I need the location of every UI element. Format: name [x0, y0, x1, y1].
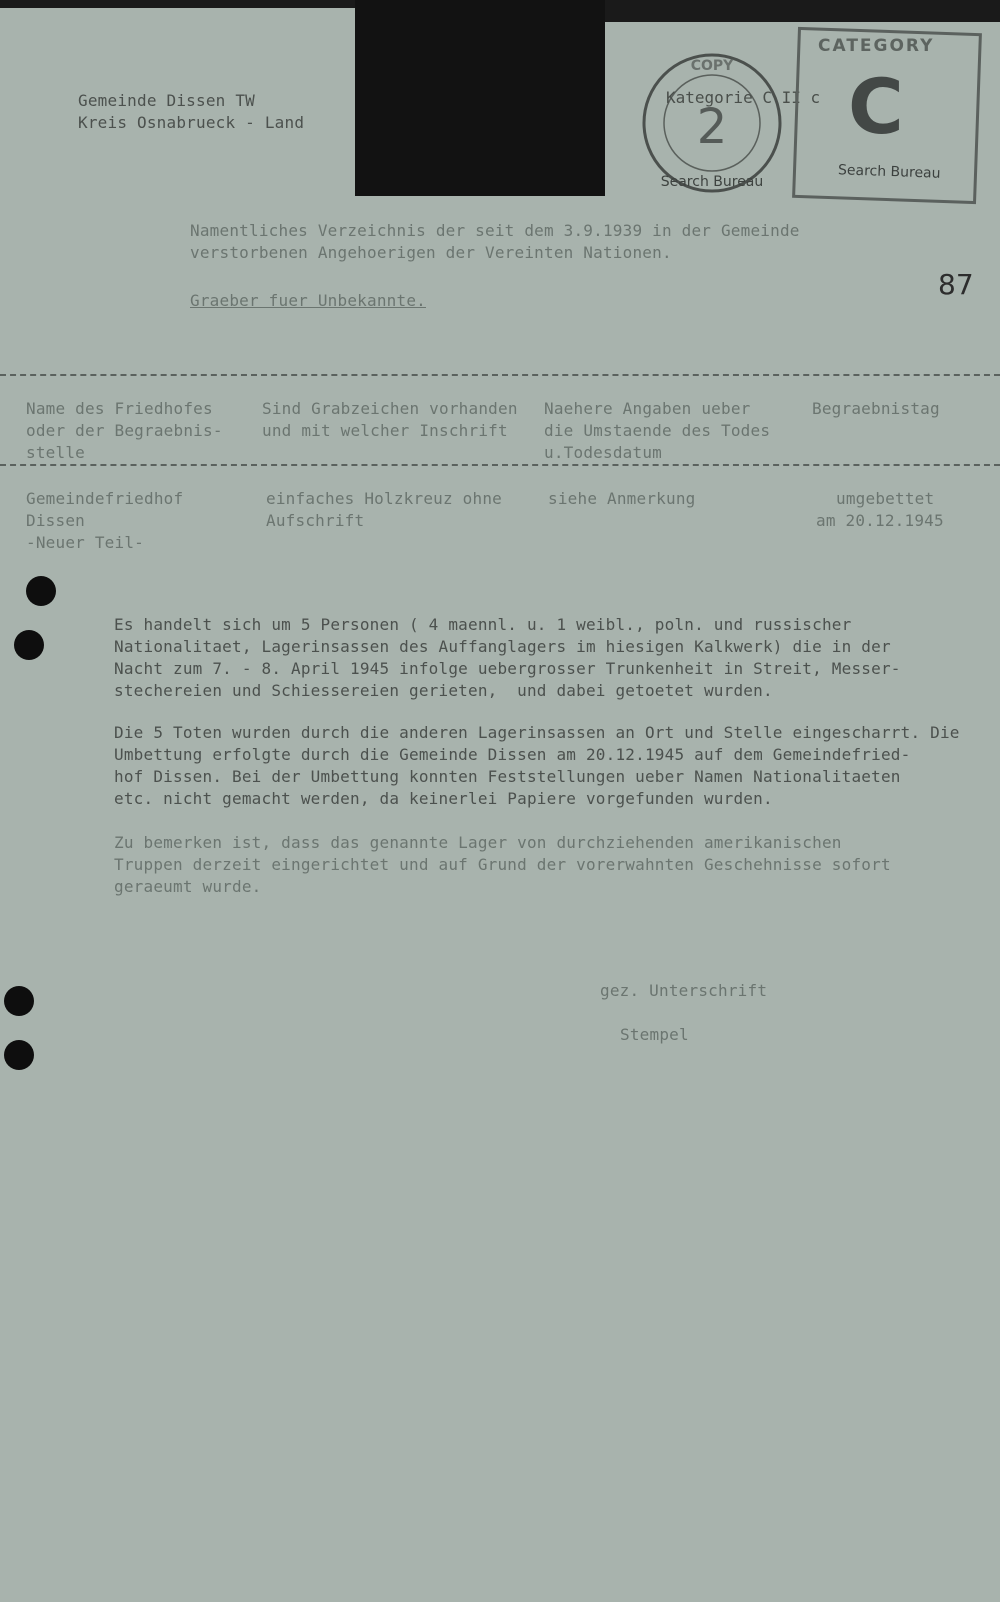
note-line: Die 5 Toten wurden durch die anderen Lagerinsassen an Ort und Stelle eingescharrt. Die — [114, 723, 960, 742]
stamp-copy-text: COPY — [690, 58, 734, 74]
header-text: Begraebnistag — [812, 399, 940, 418]
header-text: oder der Begraebnis- — [26, 421, 223, 440]
municipality-line: Gemeinde Dissen TW — [78, 91, 255, 110]
cell-text: einfaches Holzkreuz ohne — [266, 489, 502, 508]
torn-edge — [605, 0, 1000, 22]
note-line: geraeumt wurde. — [114, 877, 262, 896]
table-top-rule — [0, 374, 1000, 376]
note-line: Truppen derzeit eingerichtet und auf Grund der vorerwahnten Geschehnisse sofort — [114, 855, 891, 874]
cell-text: umgebettet — [836, 489, 935, 508]
cell-text: siehe Anmerkung — [548, 489, 696, 508]
table-header-rule — [0, 464, 1000, 466]
cell-text: Aufschrift — [266, 511, 365, 530]
cell-text: am 20.12.1945 — [816, 511, 944, 530]
header-text: Naehere Angaben ueber — [544, 399, 751, 418]
district-line: Kreis Osnabrueck - Land — [78, 113, 305, 132]
torn-edge — [0, 0, 355, 8]
header-text: und mit welcher Inschrift — [262, 421, 508, 440]
note-line: etc. nicht gemacht werden, da keinerlei Papiere vorgefunden wurden. — [114, 789, 773, 808]
cell-text: Dissen — [26, 511, 85, 530]
category-stamp-label: Search Bureau — [837, 162, 941, 182]
note-line: Zu bemerken ist, dass das genannte Lager von durchziehenden amerikanischen — [114, 833, 842, 852]
header-text: Name des Friedhofes — [26, 399, 213, 418]
note-line: Es handelt sich um 5 Personen ( 4 maennl. u. 1 weibl., poln. und russischer — [114, 615, 852, 634]
title-line-2: verstorbenen Angehoerigen der Vereinten Nationen. — [190, 243, 672, 262]
category-label: Kategorie C II c — [666, 88, 821, 107]
header-text: die Umstaende des Todes — [544, 421, 771, 440]
punch-hole — [4, 1040, 34, 1070]
torn-corner-gap — [355, 0, 605, 196]
punch-hole — [4, 986, 34, 1016]
header-text: stelle — [26, 443, 85, 462]
stamp-note: Stempel — [620, 1025, 689, 1044]
header-text: u.Todesdatum — [544, 443, 662, 462]
note-line: hof Dissen. Bei der Umbettung konnten Feststellungen ueber Namen Nationalitaeten — [114, 767, 901, 786]
note-line: Umbettung erfolgte durch die Gemeinde Dissen am 20.12.1945 auf dem Gemeindefried- — [114, 745, 911, 764]
signature-line: gez. Unterschrift — [600, 981, 768, 1000]
note-line: Nacht zum 7. - 8. April 1945 infolge uebergrosser Trunkenheit in Streit, Messer- — [114, 659, 901, 678]
note-line: Nationalitaet, Lagerinsassen des Auffanglagers im hiesigen Kalkwerk) die in der — [114, 637, 891, 656]
stamp-bureau-text: Search Bureau — [660, 174, 764, 190]
cell-text: -Neuer Teil- — [26, 533, 144, 552]
title-line-1: Namentliches Verzeichnis der seit dem 3.9.1939 in der Gemeinde — [190, 221, 800, 240]
page-number: 87 — [938, 268, 974, 301]
stamp-number: 2 — [696, 99, 728, 155]
punch-hole — [26, 576, 56, 606]
category-stamp-title: CATEGORY — [818, 36, 935, 56]
category-stamp-letter: C — [848, 62, 904, 151]
copy-stamp — [640, 48, 790, 198]
note-line: stechereien und Schiessereien gerieten, und dabei getoetet wurden. — [114, 681, 773, 700]
punch-hole — [14, 630, 44, 660]
header-text: Sind Grabzeichen vorhanden — [262, 399, 518, 418]
subtitle: Graeber fuer Unbekannte. — [190, 291, 426, 310]
cell-text: Gemeindefriedhof — [26, 489, 184, 508]
